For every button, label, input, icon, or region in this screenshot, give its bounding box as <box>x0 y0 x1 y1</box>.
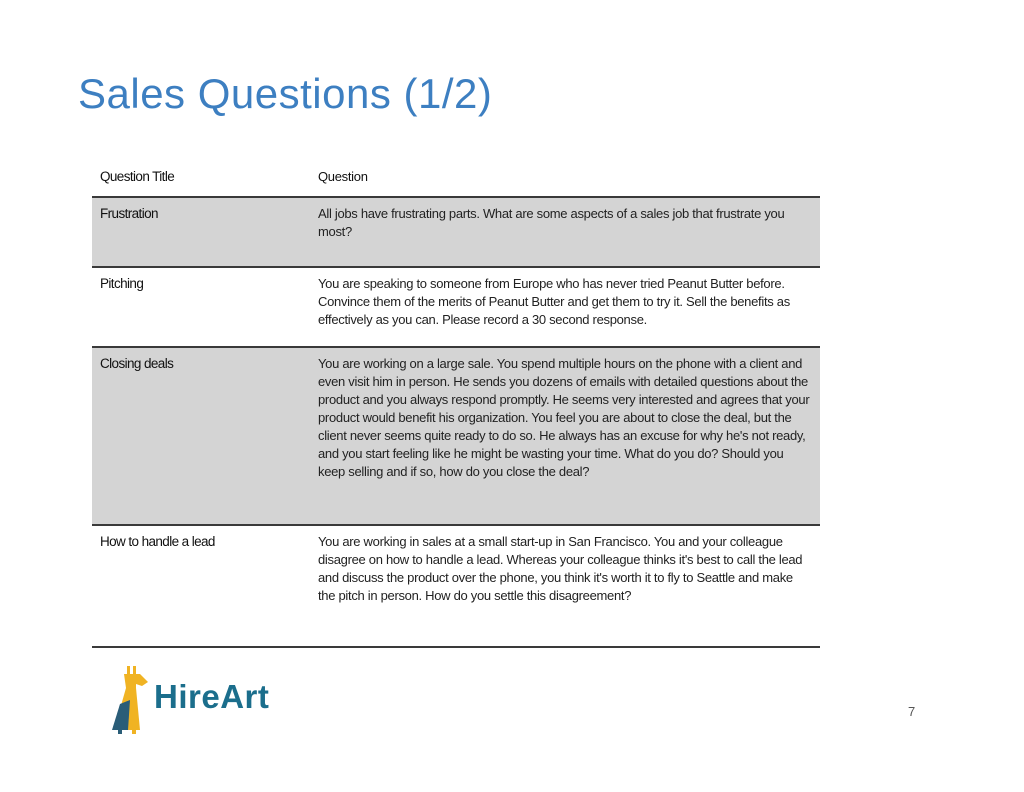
questions-table <box>92 158 820 648</box>
row-question: You are working on a large sale. You spend multiple hours on the phone with a client and even visit him in person. He sends you dozens of emails with detailed questions about the product and you always respond promptly. He seems very interested and agrees that your product would benefit his organization. You feel you are about to close the deal, but the client never seems quite ready to do so. He always has an excuse for why he's not ready, and you start feeling like he might be wasting your time. What do you do? Should you keep selling and if so, how do you close the deal? <box>308 348 820 524</box>
row-title: Frustration <box>92 198 308 266</box>
table-row <box>92 348 820 526</box>
header-question-title: Question Title <box>92 158 308 196</box>
row-question: You are working in sales at a small start-up in San Francisco. You and your colleague disagree on how to handle a lead. Whereas your colleague thinks it's best to call the lead and discuss the product over the phone, you think it's worth it to fly to Seattle and make the pitch in person. How do you settle this disagreement? <box>308 526 820 646</box>
row-title: Pitching <box>100 276 144 291</box>
table-row <box>92 526 820 648</box>
logo-text: HireArt <box>154 678 270 715</box>
table-row <box>92 268 820 348</box>
row-question: You are speaking to someone from Europe who has never tried Peanut Butter before. Convince them of the merits of Peanut Butter and get them to try it. Sell the benefits as effectively as you can. Please record a 30 second response. <box>308 268 820 346</box>
header-question: Question <box>308 158 820 196</box>
slide-title: Sales Questions (1/2) <box>78 70 493 117</box>
row-question: All jobs have frustrating parts. What are some aspects of a sales job that frustrate you most? <box>308 198 820 266</box>
page-number: 7 <box>908 704 916 719</box>
row-title: How to handle a lead <box>100 534 215 549</box>
table-row <box>92 198 820 268</box>
table-header-row <box>92 158 820 198</box>
giraffe-icon <box>106 664 154 734</box>
row-title: Closing deals <box>92 348 308 524</box>
hireart-logo <box>106 664 276 734</box>
